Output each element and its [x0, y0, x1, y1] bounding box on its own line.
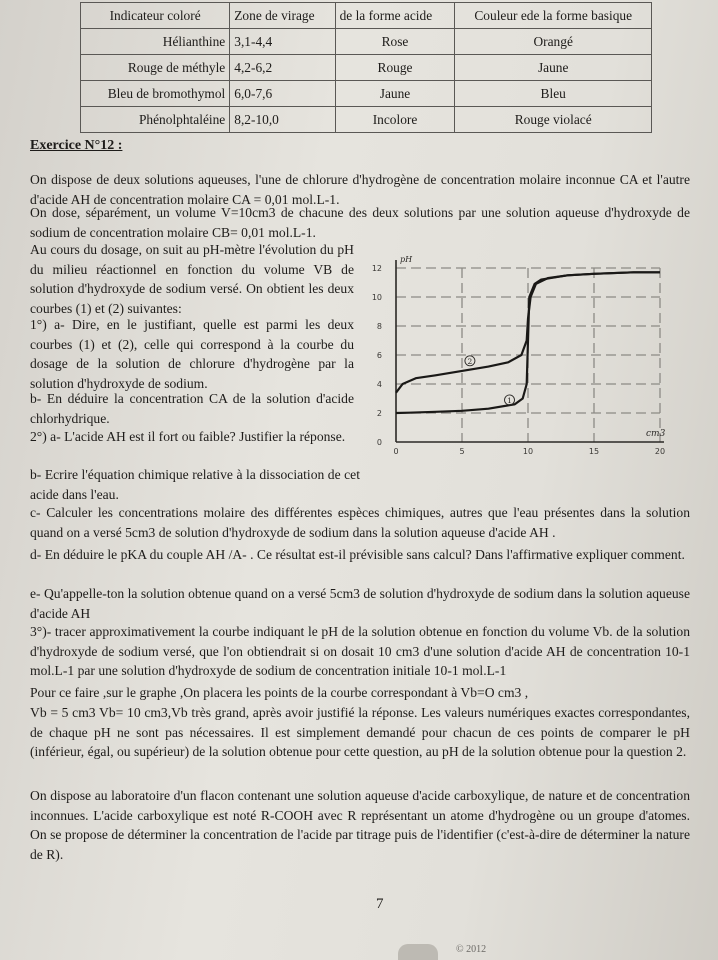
intro-paragraph-1: On dispose de deux solutions aqueuses, l'une de chlorure d'hydrogène de concentration molaire inconnue CA et l'autre d'acide AH de concentration molaire CA = 0,01 mol.L-1.	[30, 172, 690, 207]
indicator-acid-color: Incolore	[335, 107, 455, 133]
x-tick-label: 10	[522, 447, 534, 456]
question-3-detail: Vb = 5 cm3 Vb= 10 cm3,Vb très grand, après avoir justifié la réponse. Les valeurs numériques exactes correspondantes, de chaque pH ne sont pas nécessaires. Il est simplement demandé pour chacun de ces points de comparer le pH (inférieur, égal, ou supérieur) de la solution obtenue pour cette question, au pH de la solution obtenue pour la question 2.	[30, 705, 690, 760]
exercise-title: Exercice N°12 :	[30, 138, 123, 153]
question-2e: e- Qu'appelle-ton la solution obtenue quand on a versé 5cm3 de solution d'hydroxyde de sodium dans la solution aqueuse d'acide AH	[30, 586, 690, 621]
intro-paragraph-2: On dose, séparément, un volume V=10cm3 de chacune des deux solutions par une solution aqueuse d'hydroxyde de sodium de concentration molaire CB= 0,01 mol.L-1.	[30, 205, 690, 240]
table-row	[81, 107, 652, 133]
question-2a: 2°) a- L'acide AH est il fort ou faible? Justifier la réponse.	[30, 429, 346, 444]
table-row	[81, 55, 652, 81]
x-tick-label: 20	[654, 447, 666, 456]
table-row	[81, 81, 652, 107]
table-header-row	[81, 3, 652, 29]
indicator-name: Rouge de méthyle	[81, 55, 230, 81]
indicator-acid-color: Rose	[335, 29, 455, 55]
indicator-base-color: Rouge violacé	[455, 107, 652, 133]
curve-label-1: 1	[507, 395, 512, 405]
indicator-name: Hélianthine	[81, 29, 230, 55]
table-header: Zone de virage	[230, 3, 335, 29]
question-1b: b- En déduire la concentration CA de la solution d'acide chlorhydrique.	[30, 391, 354, 426]
logo-mark	[398, 944, 438, 960]
question-2b: b- Ecrire l'équation chimique relative à la dissociation de cet acide dans l'eau.	[30, 467, 360, 502]
indicator-acid-color: Jaune	[335, 81, 455, 107]
indicator-base-color: Orangé	[455, 29, 652, 55]
x-tick-label: 15	[588, 447, 600, 456]
y-tick-label: 12	[371, 264, 382, 273]
ph-titration-chart	[360, 246, 680, 458]
curve-description: Au cours du dosage, on suit au pH-mètre l'évolution du pH du milieu réactionnel en fonction du volume VB de solution d'hydroxyde de sodium versé. On obtient les deux courbes (1) et (2) suivantes:	[30, 242, 354, 316]
final-paragraph: On dispose au laboratoire d'un flacon contenant une solution aqueuse d'acide carboxylique, de nature et de concentration inconnues. L'acide carboxylique est noté R-COOH avec R représentant un atome d'hydrogène ou un groupe d'atomes. On se propose de déterminer la concentration de l'acide par titrage puis de l'identifier (c'est-à-dire de déterminer la nature de R).	[30, 788, 690, 862]
copyright-mark: © 2012	[456, 944, 487, 955]
question-2d: d- En déduire le pKA du couple AH /A- . Ce résultat est-il prévisible sans calcul? Dans l'affirmative expliquer comment.	[30, 547, 685, 562]
indicator-acid-color: Rouge	[335, 55, 455, 81]
indicator-name: Bleu de bromothymol	[81, 81, 230, 107]
y-tick-label: 2	[376, 409, 382, 418]
indicator-base-color: Jaune	[455, 55, 652, 81]
indicator-zone: 4,2-6,2	[230, 55, 335, 81]
question-3-points: Pour ce faire ,sur le graphe ,On placera les points de la courbe correspondant à Vb=O cm3 ,	[30, 685, 529, 700]
indicator-zone: 8,2-10,0	[230, 107, 335, 133]
indicator-table	[80, 2, 652, 133]
curve-label-2: 2	[467, 356, 473, 366]
indicator-zone: 6,0-7,6	[230, 81, 335, 107]
x-tick-label: 5	[459, 447, 465, 456]
indicator-base-color: Bleu	[455, 81, 652, 107]
y-tick-label: 6	[376, 351, 382, 360]
y-tick-label: 4	[376, 380, 382, 389]
x-tick-label: 0	[393, 447, 399, 456]
table-header: de la forme acide	[335, 3, 455, 29]
question-2c: c- Calculer les concentrations molaire des différentes espèces chimiques, autres que l'eau présentes dans la solution quand on a versé 5cm3 de solution d'hydroxyde de sodium dans la solution aqueuse d'acide AH .	[30, 505, 690, 540]
y-tick-label: 8	[376, 322, 382, 331]
question-3: 3°)- tracer approximativement la courbe indiquant le pH de la solution obtenue en fonction du volume Vb. de la solution d'hydroxyde de sodium versé, que l'on obtiendrait si on dosait 10 cm3 d'une solution d'acide AH de concentration 10-1 mol.L-1 par une solution d'hydroxyde de sodium de concentration initiale 10-1 mol.L-1	[30, 624, 690, 679]
question-1a: 1°) a- Dire, en le justifiant, quelle est parmi les deux courbes (1) et (2), celle qui correspond à la courbe du dosage de la solution de chlorure d'hydrogène par la solution d'hydroxyde de sodium.	[30, 317, 354, 391]
y-tick-label: 0	[376, 438, 382, 447]
x-axis-label: cm3	[646, 429, 666, 439]
indicator-name: Phénolphtaléine	[81, 107, 230, 133]
table-header: Couleur ede la forme basique	[455, 3, 652, 29]
page-number: 7	[376, 896, 384, 912]
table-header: Indicateur coloré	[81, 3, 230, 29]
indicator-zone: 3,1-4,4	[230, 29, 335, 55]
table-row	[81, 29, 652, 55]
y-axis-label: pH	[400, 255, 413, 264]
y-tick-label: 10	[371, 293, 382, 302]
